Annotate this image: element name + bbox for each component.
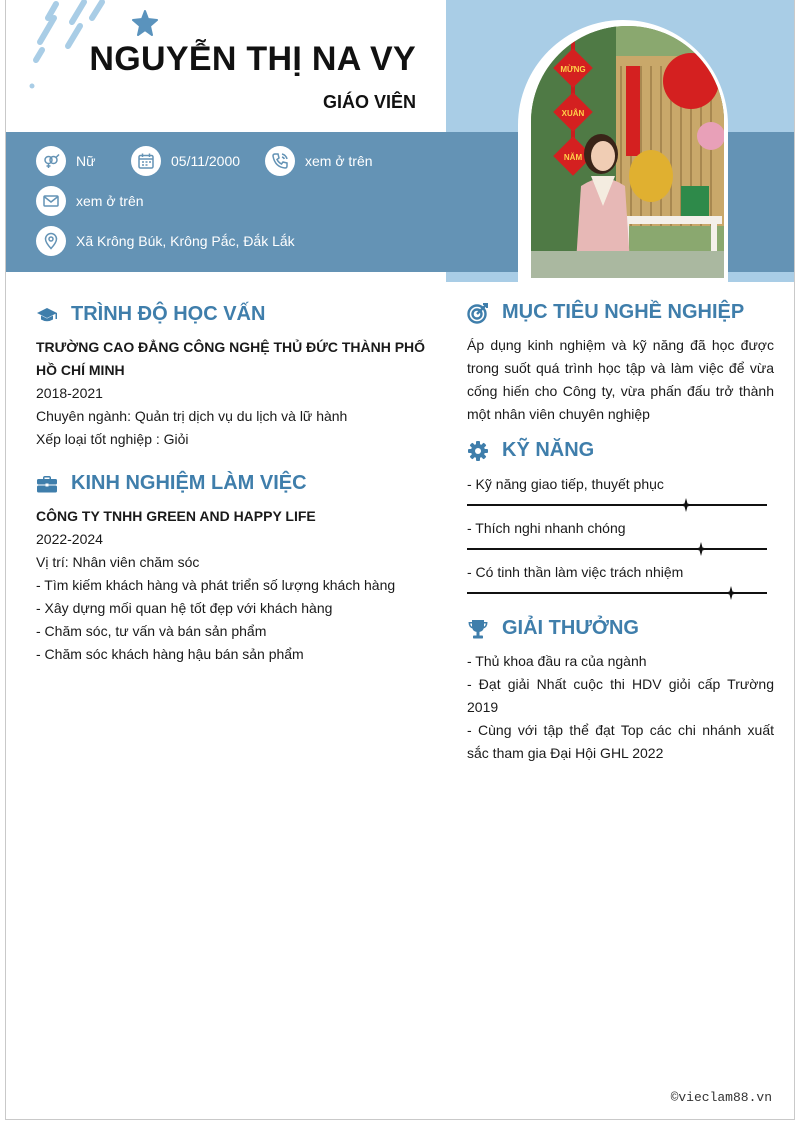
objective-title: MỤC TIÊU NGHỀ NGHIỆP — [502, 301, 745, 323]
school-name-line-1: TRƯỜNG CAO ĐẲNG CÔNG NGHỆ THỦ ĐỨC THÀNH PHỐ — [36, 339, 426, 355]
job-title: GIÁO VIÊN — [322, 92, 416, 112]
duty-item: - Chăm sóc khách hàng hậu bán sản phẩm — [36, 646, 304, 662]
graduation-cap-icon — [36, 304, 58, 326]
experience-block — [36, 505, 426, 666]
gender-value: Nữ — [76, 153, 96, 169]
company-name: CÔNG TY TNHH GREEN AND HAPPY LIFE — [36, 508, 316, 524]
education-heading — [36, 303, 265, 326]
skill-level-marker — [694, 542, 708, 556]
skill-bar — [467, 548, 767, 550]
watermark: ©vieclam88.vn — [670, 1090, 772, 1105]
contact-phone[interactable] — [265, 146, 373, 176]
skill-item — [467, 562, 767, 594]
gender-icon — [36, 146, 66, 176]
skill-level-marker — [724, 586, 738, 600]
skill-item — [467, 518, 767, 550]
awards-block — [467, 650, 774, 765]
profile-photo — [531, 26, 724, 278]
phone-value: xem ở trên — [305, 153, 373, 169]
birthday-value: 05/11/2000 — [171, 153, 241, 169]
photo-sign-2: XUÂN — [561, 109, 585, 118]
skill-item — [467, 474, 767, 506]
award-item: - Đạt giải Nhất cuộc thi HDV giỏi cấp Trường 2019 — [467, 676, 774, 715]
trophy-icon — [467, 618, 489, 640]
contact-email[interactable] — [36, 186, 144, 216]
photo-sign-1: MỪNG — [560, 65, 586, 74]
photo-sign-3: NĂM — [563, 153, 583, 162]
skill-label: - Thích nghi nhanh chóng — [467, 520, 626, 536]
briefcase-icon — [36, 473, 58, 495]
experience-years: 2022-2024 — [36, 531, 103, 547]
objective-text: Áp dụng kinh nghiệm và kỹ năng đã học được trong suốt quá trình học tập và làm việc để vừa cống hiến cho Công ty, vừa phấn đấu trở thành một nhân viên chuyên nghiệp — [467, 337, 774, 422]
skills-heading — [467, 439, 594, 462]
calendar-icon — [131, 146, 161, 176]
email-value: xem ở trên — [76, 193, 144, 209]
awards-title: GIẢI THƯỞNG — [502, 617, 639, 639]
target-icon — [467, 302, 489, 324]
star-decoration-icon — [132, 10, 158, 36]
award-item: - Cùng với tập thể đạt Top các chi nhánh xuất sắc tham gia Đại Hội GHL 2022 — [467, 722, 774, 761]
experience-title: KINH NGHIỆM LÀM VIỆC — [71, 472, 307, 494]
education-title: TRÌNH ĐỘ HỌC VẤN — [71, 303, 266, 325]
award-item: - Thủ khoa đầu ra của ngành — [467, 653, 647, 669]
skill-label: - Có tinh thần làm việc trách nhiệm — [467, 564, 684, 580]
education-major: Chuyên ngành: Quản trị dịch vụ du lịch và lữ hành — [36, 408, 348, 424]
duty-item: - Chăm sóc, tư vấn và bán sản phẩm — [36, 623, 267, 639]
gear-icon — [467, 440, 489, 462]
skill-bar — [467, 592, 767, 594]
school-name-line-2: HỒ CHÍ MINH — [36, 362, 125, 378]
contact-birthday — [131, 146, 240, 176]
experience-heading — [36, 472, 307, 495]
address-value: Xã Krông Búk, Krông Pắc, Đắk Lắk — [76, 233, 295, 249]
education-block — [36, 336, 426, 451]
candidate-name: NGUYỄN THỊ NA VY — [89, 40, 416, 78]
skill-level-marker — [679, 498, 693, 512]
resume-page — [5, 0, 795, 1120]
skill-label: - Kỹ năng giao tiếp, thuyết phục — [467, 476, 664, 492]
duty-item: - Xây dựng mối quan hệ tốt đẹp với khách hàng — [36, 600, 333, 616]
education-years: 2018-2021 — [36, 385, 103, 401]
location-pin-icon — [36, 226, 66, 256]
mail-icon — [36, 186, 66, 216]
duty-item: - Tìm kiếm khách hàng và phát triển số lượng khách hàng — [36, 577, 396, 593]
education-grade: Xếp loại tốt nghiệp : Giỏi — [36, 431, 189, 447]
skill-bar — [467, 504, 767, 506]
objective-heading — [467, 301, 744, 324]
contact-address — [36, 226, 295, 256]
skills-title: KỸ NĂNG — [502, 439, 595, 461]
contact-gender — [36, 146, 95, 176]
experience-position: Vị trí: Nhân viên chăm sóc — [36, 554, 200, 570]
phone-icon — [265, 146, 295, 176]
awards-heading — [467, 617, 639, 640]
